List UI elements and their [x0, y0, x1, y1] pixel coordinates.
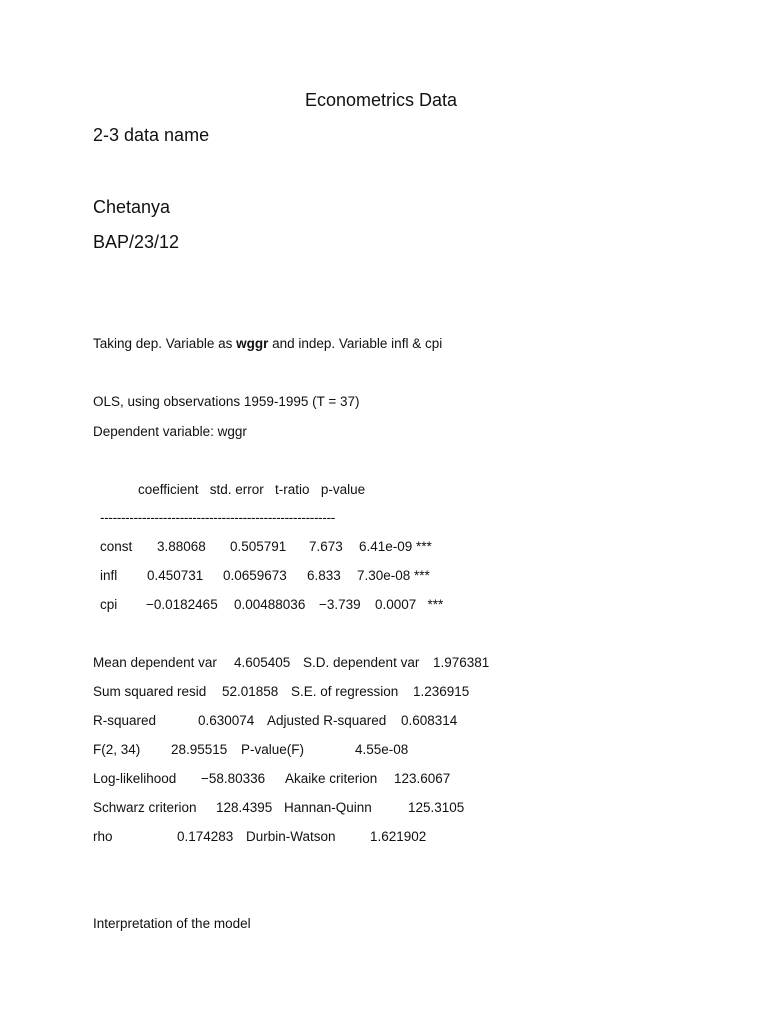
- coefficient: −0.0182465: [146, 597, 218, 612]
- p-value: 7.30e-08 ***: [357, 568, 430, 583]
- stat-label: Schwarz criterion: [93, 800, 197, 815]
- coefficient: 0.450731: [147, 568, 204, 583]
- roll-number: BAP/23/12: [93, 232, 180, 252]
- stat-label: Mean dependent var: [93, 655, 217, 670]
- stat-value: 1.621902: [370, 829, 427, 844]
- stat-label: Akaike criterion: [285, 771, 378, 786]
- stat-label: Sum squared resid: [93, 684, 207, 699]
- var-name: infl: [100, 568, 118, 583]
- intro-sentence: [93, 337, 442, 351]
- stat-label: R-squared: [93, 713, 157, 728]
- intro-suffix: and indep. Variable infl & cpi: [268, 336, 443, 351]
- stat-value: 0.174283: [177, 829, 234, 844]
- std-error: 0.505791: [230, 539, 287, 554]
- dependent-variable-bold: wggr: [236, 336, 269, 351]
- var-name: cpi: [100, 597, 118, 612]
- stat-value: 1.236915: [413, 684, 470, 699]
- t-ratio: 6.833: [307, 568, 341, 583]
- stat-label: Log-likelihood: [93, 771, 177, 786]
- stat-label: Durbin-Watson: [246, 829, 336, 844]
- stat-value: 0.608314: [401, 713, 458, 728]
- interpretation-heading: Interpretation of the model: [93, 916, 251, 931]
- ols-model-line: OLS, using observations 1959-1995 (T = 37): [93, 394, 360, 409]
- std-error: 0.0659673: [223, 568, 287, 583]
- stat-label: P-value(F): [241, 742, 305, 757]
- author-name: Chetanya: [93, 197, 171, 217]
- stat-label: F(2, 34): [93, 742, 141, 757]
- stat-label: S.D. dependent var: [303, 655, 420, 670]
- stat-value: 128.4395: [216, 800, 273, 815]
- stat-value: 52.01858: [222, 684, 279, 699]
- stat-label: rho: [93, 829, 113, 844]
- coef-table-separator: --------------------------------------------------------: [100, 510, 335, 525]
- stat-value: 4.55e-08: [355, 742, 409, 757]
- stat-value: 123.6067: [394, 771, 451, 786]
- std-error: 0.00488036: [234, 597, 306, 612]
- stat-label: Hannan-Quinn: [284, 800, 372, 815]
- var-name: const: [100, 539, 133, 554]
- t-ratio: −3.739: [319, 597, 361, 612]
- intro-prefix: Taking dep. Variable as: [93, 336, 237, 351]
- coefficient: 3.88068: [157, 539, 206, 554]
- stat-value: 1.976381: [433, 655, 490, 670]
- stat-value: 125.3105: [408, 800, 465, 815]
- coef-table-header: coefficient std. error t-ratio p-value: [138, 482, 366, 497]
- stat-label: Adjusted R-squared: [267, 713, 387, 728]
- t-ratio: 7.673: [309, 539, 343, 554]
- stat-value: 4.605405: [234, 655, 291, 670]
- stat-value: 28.95515: [171, 742, 228, 757]
- stat-label: S.E. of regression: [291, 684, 399, 699]
- data-name-line: 2-3 data name: [93, 125, 210, 145]
- stat-value: −58.80336: [201, 771, 266, 786]
- p-value: 0.0007 ***: [375, 597, 444, 612]
- stat-value: 0.630074: [198, 713, 255, 728]
- dependent-variable-line: Dependent variable: wggr: [93, 424, 247, 439]
- p-value: 6.41e-09 ***: [359, 539, 432, 554]
- document-title: Econometrics Data: [305, 90, 458, 110]
